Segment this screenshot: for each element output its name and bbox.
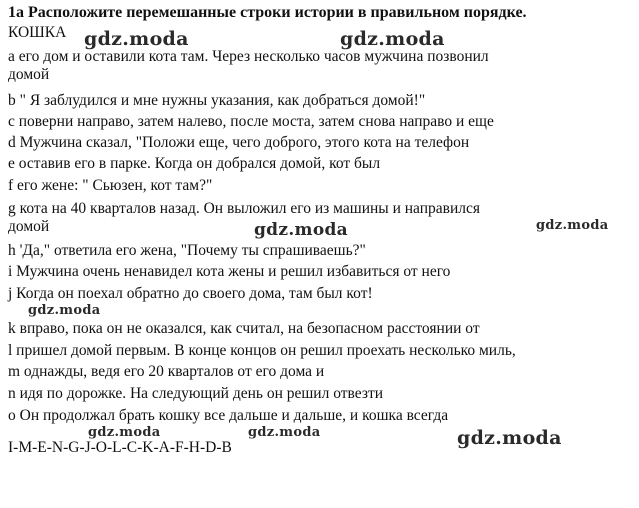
answer-sequence: I-M-E-N-G-J-O-L-C-K-A-F-H-D-B [8,439,232,456]
story-line-k: k вправо, пока он не оказался, как считал, на безопасном расстоянии от [8,320,480,337]
story-line-d: d Мужчина сказал, "Положи еще, чего доброго, этого кота на телефон [8,134,470,151]
watermark: gdz.moda [248,425,321,440]
story-line-g-cont: домой [8,218,50,235]
story-line-g: g кота на 40 кварталов назад. Он выложил его из машины и направился [8,200,480,217]
watermark: gdz.moda [340,28,445,50]
story-line-b: b " Я заблудился и мне нужны указания, как добраться домой!" [8,92,426,109]
story-title: КОШКА [8,24,67,41]
story-line-h: h 'Да," ответила его жена, "Почему ты спрашиваешь?" [8,242,366,259]
exercise-heading: 1а Расположите перемешанные строки истории в правильном порядке. [8,4,527,21]
watermark: gdz.moda [84,28,189,50]
story-line-l: l пришел домой первым. В конце концов он решил проехать несколько миль, [8,342,516,359]
watermark: gdz.moda [88,425,161,440]
watermark: gdz.moda [457,427,562,449]
watermark: gdz.moda [536,218,609,233]
story-line-j: j Когда он поехал обратно до своего дома, там был кот! [8,285,373,302]
story-line-e: e оставив его в парке. Когда он добрался домой, кот был [8,155,381,172]
story-line-a-cont: домой [8,66,50,83]
watermark: gdz.moda [28,303,101,318]
story-line-o: o Он продолжал брать кошку все дальше и дальше, и кошка всегда [8,407,449,424]
watermark: gdz.moda [254,220,348,240]
story-line-a: а его дом и оставили кота там. Через несколько часов мужчина позвонил [8,48,489,65]
story-line-n: n идя по дорожке. На следующий день он решил отвезти [8,385,384,402]
story-line-c: c поверни направо, затем налево, после моста, затем снова направо и еще [8,113,494,130]
story-line-f: f его жене: " Сьюзен, кот там?" [8,177,213,194]
story-line-m: m однажды, ведя его 20 кварталов от его дома и [8,363,325,380]
story-line-i: i Мужчина очень ненавидел кота жены и решил избавиться от него [8,263,451,280]
